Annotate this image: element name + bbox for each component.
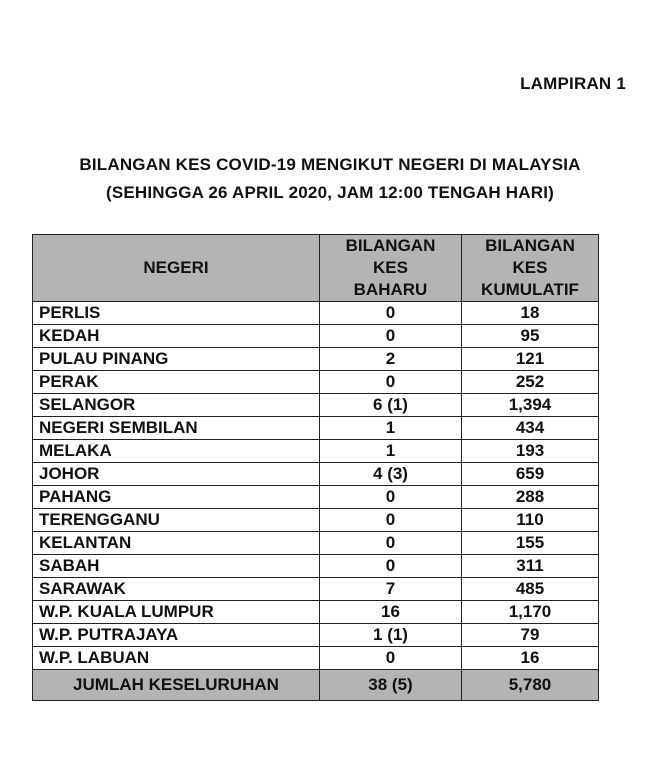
state-name: PERAK: [33, 371, 320, 394]
document-title: BILANGAN KES COVID-19 MENGIKUT NEGERI DI MALAYSIA: [79, 155, 581, 174]
table-row: [33, 394, 599, 417]
table-row: [33, 302, 599, 325]
covid-cases-table: [32, 234, 599, 701]
cumulative-cases: 434: [462, 417, 599, 440]
table-row: [33, 325, 599, 348]
table-row: [33, 463, 599, 486]
state-name: SABAH: [33, 555, 320, 578]
header-kes-kumulatif-line: KES: [512, 258, 548, 277]
state-name: TERENGGANU: [33, 509, 320, 532]
state-name: W.P. PUTRAJAYA: [33, 624, 320, 647]
cumulative-cases: 121: [462, 348, 599, 371]
cumulative-cases: 252: [462, 371, 599, 394]
table-row: [33, 440, 599, 463]
state-name: NEGERI SEMBILAN: [33, 417, 320, 440]
new-cases: 7: [320, 578, 462, 601]
cumulative-cases: 193: [462, 440, 599, 463]
state-name: KEDAH: [33, 325, 320, 348]
new-cases: 4 (3): [320, 463, 462, 486]
new-cases: 0: [320, 555, 462, 578]
header-negeri: NEGERI: [33, 235, 320, 302]
state-name: SARAWAK: [33, 578, 320, 601]
table-row: [33, 647, 599, 670]
state-name: JOHOR: [33, 463, 320, 486]
state-name: W.P. LABUAN: [33, 647, 320, 670]
new-cases: 0: [320, 302, 462, 325]
new-cases: 16: [320, 601, 462, 624]
cumulative-cases: 485: [462, 578, 599, 601]
table-row: [33, 348, 599, 371]
new-cases: 0: [320, 647, 462, 670]
state-name: PULAU PINANG: [33, 348, 320, 371]
header-kes-kumulatif-line: BILANGAN: [485, 236, 575, 255]
header-kes-kumulatif-line: KUMULATIF: [481, 280, 579, 299]
total-kes-baharu: 38 (5): [320, 670, 462, 701]
table-row: [33, 371, 599, 394]
new-cases: 0: [320, 532, 462, 555]
document-subtitle: (SEHINGGA 26 APRIL 2020, JAM 12:00 TENGAH HARI): [105, 183, 555, 202]
new-cases: 0: [320, 371, 462, 394]
new-cases: 6 (1): [320, 394, 462, 417]
cumulative-cases: 288: [462, 486, 599, 509]
table-row: [33, 624, 599, 647]
new-cases: 1 (1): [320, 624, 462, 647]
total-row: [33, 670, 599, 701]
state-name: KELANTAN: [33, 532, 320, 555]
state-name: W.P. KUALA LUMPUR: [33, 601, 320, 624]
new-cases: 1: [320, 417, 462, 440]
new-cases: 0: [320, 325, 462, 348]
table-row: [33, 532, 599, 555]
table-row: [33, 578, 599, 601]
header-kes-baharu: [320, 235, 462, 302]
header-kes-kumulatif: [462, 235, 599, 302]
cumulative-cases: 79: [462, 624, 599, 647]
cumulative-cases: 311: [462, 555, 599, 578]
cumulative-cases: 155: [462, 532, 599, 555]
table-row: [33, 555, 599, 578]
cumulative-cases: 16: [462, 647, 599, 670]
cumulative-cases: 1,394: [462, 394, 599, 417]
table-row: [33, 601, 599, 624]
cumulative-cases: 659: [462, 463, 599, 486]
state-name: PAHANG: [33, 486, 320, 509]
header-kes-baharu-line: KES: [373, 258, 408, 277]
new-cases: 2: [320, 348, 462, 371]
total-kes-kumulatif: 5,780: [462, 670, 599, 701]
new-cases: 0: [320, 486, 462, 509]
table-row: [33, 486, 599, 509]
header-kes-baharu-line: BAHARU: [353, 280, 428, 299]
state-name: MELAKA: [33, 440, 320, 463]
cumulative-cases: 1,170: [462, 601, 599, 624]
table-header-row: [33, 235, 599, 302]
table-row: [33, 417, 599, 440]
appendix-label: LAMPIRAN 1: [520, 74, 626, 93]
new-cases: 1: [320, 440, 462, 463]
cumulative-cases: 95: [462, 325, 599, 348]
cumulative-cases: 18: [462, 302, 599, 325]
header-kes-baharu-line: BILANGAN: [345, 236, 436, 255]
cumulative-cases: 110: [462, 509, 599, 532]
table-row: [33, 509, 599, 532]
total-label: JUMLAH KESELURUHAN: [33, 670, 320, 701]
state-name: PERLIS: [33, 302, 320, 325]
new-cases: 0: [320, 509, 462, 532]
state-name: SELANGOR: [33, 394, 320, 417]
